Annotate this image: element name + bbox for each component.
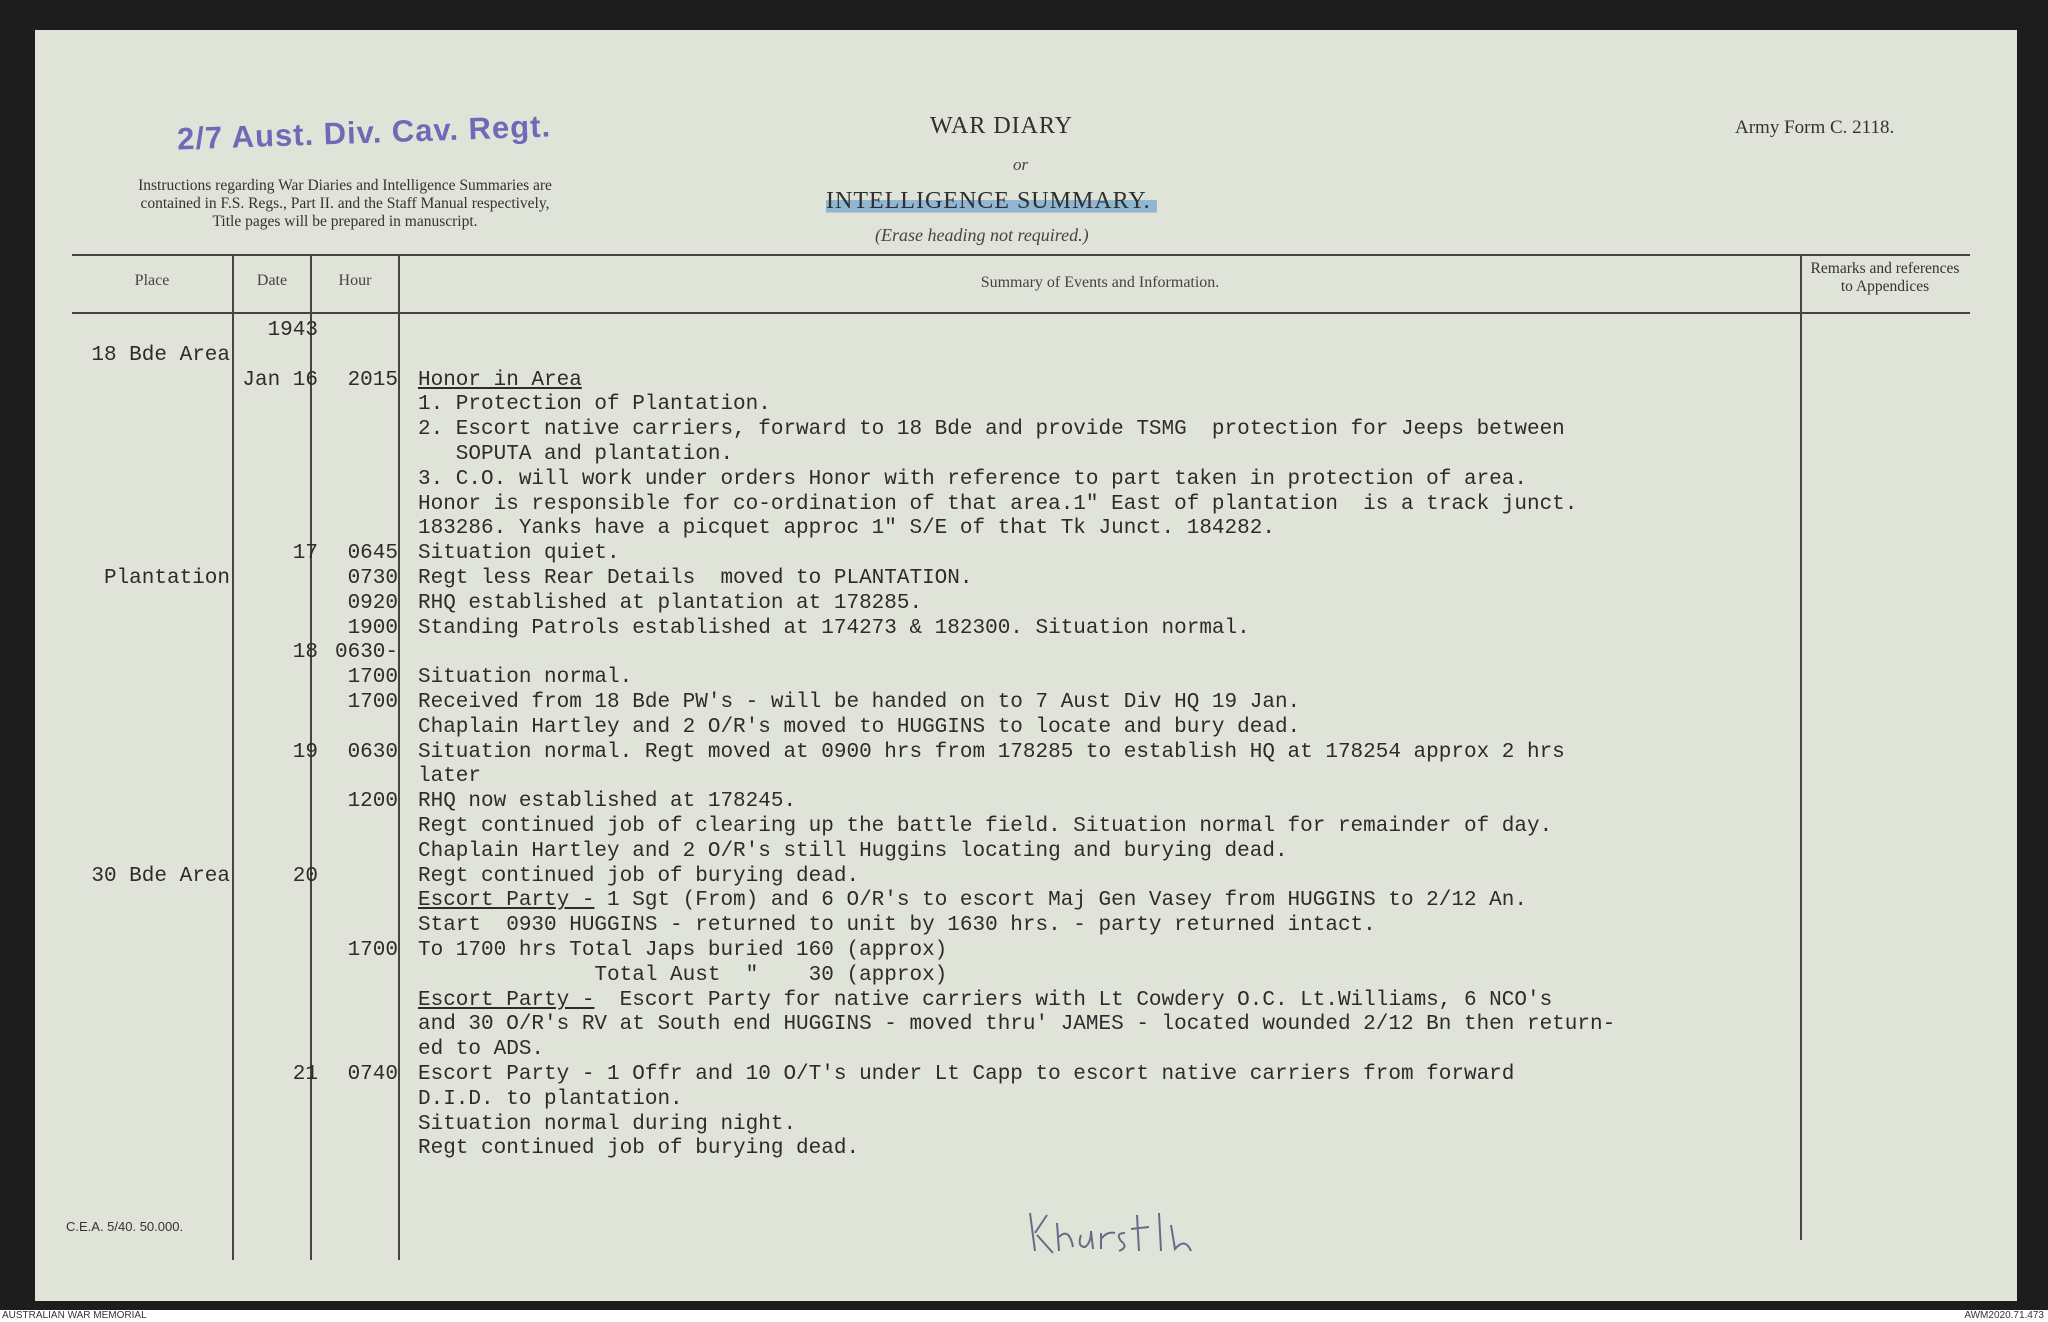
- entry-date: 17: [292, 542, 318, 566]
- entry-date: Jan 16: [242, 368, 318, 392]
- entry-text: 1. Protection of Plantation.: [418, 393, 771, 417]
- entry-text: Received from 18 Bde PW's - will be handed on to 7 Aust Div HQ 19 Jan.: [418, 691, 1301, 714]
- entry-text: SOPUTA and plantation.: [418, 443, 734, 466]
- entry-text: Total Aust " 30 (approx): [418, 963, 948, 987]
- col-header-hour: Hour: [338, 272, 372, 289]
- col-header-remarks: Remarks and references to Appendices: [1810, 260, 1960, 295]
- entry-hour: 1200: [347, 790, 398, 814]
- form-or: or: [1013, 155, 1029, 174]
- entry-text: Regt continued job of burying dead.: [418, 1137, 860, 1161]
- entry-hour: 1900: [347, 616, 398, 640]
- entry-hour: 0920: [347, 591, 398, 615]
- signature: [1025, 1203, 1225, 1263]
- entry-text: 183286. Yanks have a picquet approc 1" S/E of that Tk Junct. 184282.: [418, 517, 1275, 541]
- underlined-heading: Escort Party -: [418, 889, 595, 913]
- army-form-number: Army Form C. 2118.: [1735, 117, 1895, 138]
- entry-text: RHQ established at plantation at 178285.: [418, 591, 923, 615]
- form-instructions: Instructions regarding War Diaries and Intelligence Summaries are contained in F.S. Regs., Part II. and the Staff Manual respectively, Title pages will be prepared in manuscript.: [138, 177, 552, 230]
- entry-text: Standing Patrols established at 174273 & 182300. Situation normal.: [418, 616, 1250, 640]
- entry-text: 3. C.O. will work under orders Honor with reference to part taken in protection of area.: [418, 467, 1527, 491]
- print-code: C.E.A. 5/40. 50.000.: [66, 1219, 184, 1234]
- entry-text: ed to ADS.: [418, 1038, 545, 1062]
- underlined-heading: Escort Party -: [418, 988, 595, 1012]
- entry-date: 18: [292, 641, 318, 665]
- entry-text: [418, 368, 582, 393]
- entry-hour: 2015: [347, 368, 398, 392]
- erase-note: (Erase heading not required.): [875, 225, 1089, 245]
- entry-place: 18 Bde Area: [91, 343, 230, 367]
- entry-place: 30 Bde Area: [91, 864, 230, 888]
- entry-text: 2. Escort native carriers, forward to 18 Bde and provide TSMG protection for Jeeps between: [418, 418, 1565, 442]
- entry-date: 1943: [267, 319, 318, 342]
- entry-text: Chaplain Hartley and 2 O/R's moved to HUGGINS to locate and bury dead.: [418, 715, 1301, 739]
- entry-hour: 1700: [347, 666, 398, 690]
- entry-text: Escort Party - 1 Offr and 10 O/T's under Lt Capp to escort native carriers from forward: [418, 1063, 1515, 1086]
- entry-text: Regt less Rear Details moved to PLANTATION.: [418, 567, 973, 590]
- entry-text: RHQ now established at 178245.: [418, 790, 797, 814]
- entry-text: D.I.D. to plantation.: [418, 1087, 683, 1111]
- col-header-date: Date: [256, 272, 288, 289]
- entry-place: Plantation: [103, 567, 230, 590]
- col-divider-remarks: [1800, 256, 1802, 1240]
- entry-text: Situation normal.: [418, 666, 633, 690]
- entry-text: Escort Party - 1 Sgt (From) and 6 O/R's to escort Maj Gen Vasey from HUGGINS to 2/12 An.: [418, 889, 1527, 913]
- entry-text: Honor is responsible for co-ordination of that area.1" East of plantation is a track junct.: [418, 492, 1578, 516]
- entry-text: Chaplain Hartley and 2 O/R's still Huggins locating and burying dead.: [418, 839, 1288, 863]
- entry-text: and 30 O/R's RV at South end HUGGINS - moved thru' JAMES - located wounded 2/12 Bn then return-: [418, 1013, 1616, 1037]
- form-title: WAR DIARY: [930, 113, 1074, 139]
- entry-text: To 1700 hrs Total Japs buried 160 (approx): [418, 939, 948, 962]
- entry-text: Escort Party - Escort Party for native carriers with Lt Cowdery O.C. Lt.Williams, 6 NCO's: [418, 988, 1553, 1012]
- form-subtitle: INTELLIGENCE SUMMARY.: [826, 188, 1157, 215]
- col-header-place: Place: [134, 272, 170, 289]
- entry-hour: 0645: [347, 542, 398, 566]
- entry-text: Start 0930 HUGGINS - returned to unit by 1630 hrs. - party returned intact.: [418, 914, 1376, 938]
- entry-hour: 0740: [347, 1063, 398, 1086]
- unit-stamp: 2/7 Aust. Div. Cav. Regt.: [176, 108, 552, 157]
- archive-reference: AWM2020.71.473: [1964, 1310, 2044, 1321]
- entry-text: Regt continued job of burying dead.: [418, 864, 860, 888]
- entry-hour: 0630: [347, 740, 398, 764]
- entry-text: later: [418, 765, 482, 789]
- entry-text: Situation normal during night.: [418, 1112, 797, 1136]
- col-divider-hour: [398, 256, 400, 1260]
- entry-date: 21: [292, 1063, 318, 1086]
- entry-text: Regt continued job of clearing up the battle field. Situation normal for remainder of day.: [418, 815, 1553, 838]
- header-top-rule: [72, 254, 1970, 256]
- archive-credit: AUSTRALIAN WAR MEMORIAL: [2, 1310, 147, 1321]
- entry-hour: 1700: [347, 939, 398, 962]
- entry-hour: 1700: [347, 691, 398, 714]
- header-bottom-rule: [72, 312, 1970, 314]
- entry-date: 19: [292, 740, 318, 764]
- entry-date: 20: [292, 864, 318, 888]
- col-header-summary: Summary of Events and Information.: [980, 274, 1220, 291]
- entry-hour: 0630-: [334, 641, 398, 665]
- entry-text: Situation quiet.: [418, 542, 620, 566]
- underlined-heading: Honor in Area: [418, 368, 582, 392]
- entry-hour: 0730: [347, 567, 398, 590]
- entry-text: Situation normal. Regt moved at 0900 hrs from 178285 to establish HQ at 178254 approx 2 hrs: [418, 740, 1565, 764]
